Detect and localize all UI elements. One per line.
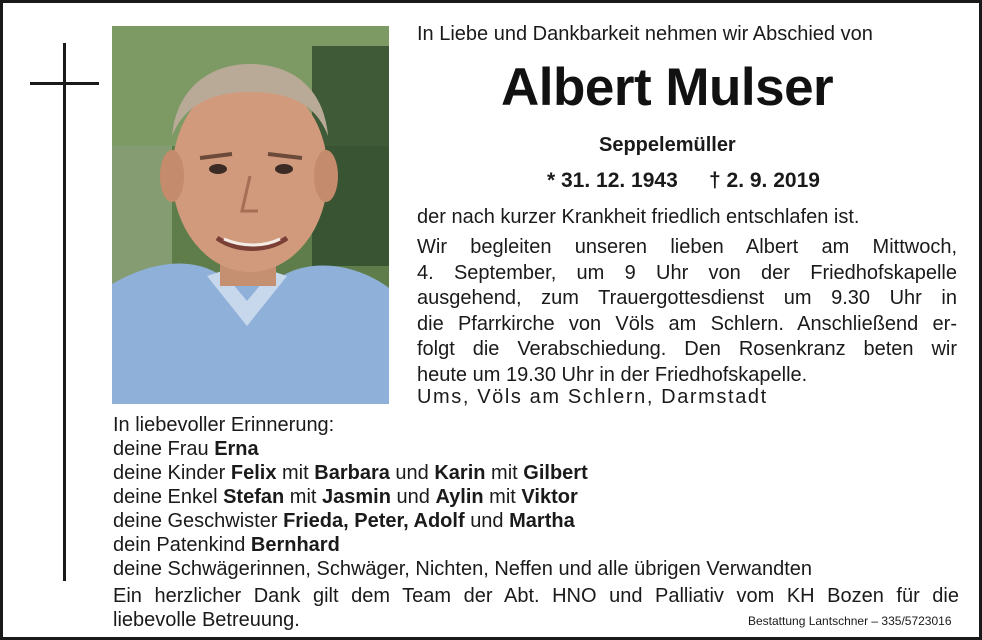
- funeral-line: Wir begleiten unseren lieben Albert am Mittwoch,: [417, 236, 957, 258]
- portrait-illustration: [112, 26, 389, 404]
- places: Ums, Völs am Schlern, Darmstadt: [417, 386, 768, 408]
- funeral-line: die Pfarrkirche von Völs am Schlern. Anschließend er-: [417, 312, 957, 335]
- family-siblings: deine Geschwister Frieda, Peter, Adolf und Martha: [113, 510, 575, 532]
- funeral-line: 4. September, um 9 Uhr von der Friedhofskapelle: [417, 261, 957, 284]
- portrait-photo: [112, 26, 389, 404]
- cross-icon-bar: [30, 82, 99, 85]
- thanks-line: liebevolle Betreuung.: [113, 609, 300, 631]
- memory-heading: In liebevoller Erinnerung:: [113, 414, 335, 436]
- funeral-home-contact: Bestattung Lantschner – 335/5723016: [748, 614, 952, 628]
- cross-icon: [63, 43, 66, 581]
- house-name: Seppelemüller: [599, 134, 736, 156]
- death-date: † 2. 9. 2019: [709, 169, 820, 192]
- family-grandchildren: deine Enkel Stefan mit Jasmin und Aylin mit Viktor: [113, 486, 578, 508]
- intro-text: In Liebe und Dankbarkeit nehmen wir Abschied von: [417, 23, 873, 45]
- funeral-details: [417, 235, 957, 388]
- thanks-line: Ein herzlicher Dank gilt dem Team der Abt. HNO und Palliativ vom KH Bozen für die: [113, 585, 959, 607]
- passing-text: der nach kurzer Krankheit friedlich entschlafen ist.: [417, 206, 860, 228]
- family-wife: deine Frau Erna: [113, 438, 259, 460]
- deceased-name: Albert Mulser: [501, 58, 834, 117]
- family-relatives: deine Schwägerinnen, Schwäger, Nichten, Neffen und alle übrigen Verwandten: [113, 558, 812, 580]
- funeral-line: folgt die Verabschiedung. Den Rosenkranz beten wir: [417, 338, 957, 360]
- family-children: deine Kinder Felix mit Barbara und Karin mit Gilbert: [113, 462, 588, 484]
- mourners-list: [113, 413, 812, 581]
- family-godchild: dein Patenkind Bernhard: [113, 534, 340, 556]
- birth-date: * 31. 12. 1943: [547, 169, 678, 192]
- funeral-line: heute um 19.30 Uhr in der Friedhofskapelle.: [417, 363, 808, 386]
- funeral-line: ausgehend, zum Trauergottesdienst um 9.30 Uhr in: [417, 287, 957, 309]
